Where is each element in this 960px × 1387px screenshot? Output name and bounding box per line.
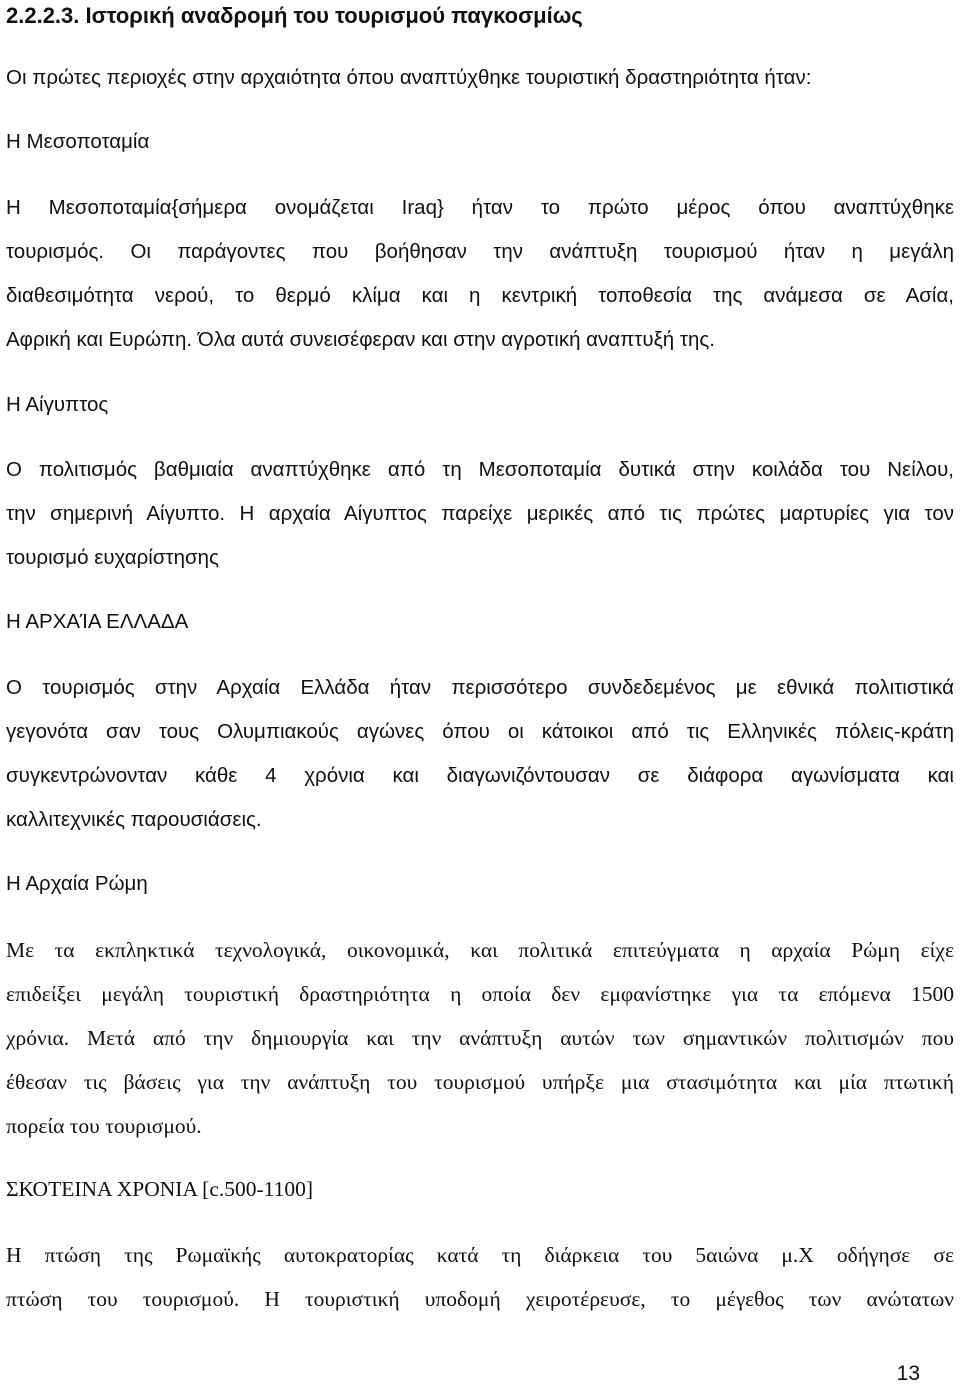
paragraph-line: Αφρική και Ευρώπη. Όλα αυτά συνεισέφεραν και στην αγροτική αναπτυξή της.	[6, 328, 715, 351]
paragraph-line: πορεία του τουρισμού.	[6, 1114, 202, 1138]
dark-ages-paragraph	[6, 1233, 954, 1321]
intro-paragraph: Οι πρώτες περιοχές στην αρχαιότητα όπου αναπτύχθηκε τουριστική δραστηριότητα ήταν:	[6, 66, 812, 89]
paragraph-line: καλλιτεχνικές παρουσιάσεις.	[6, 808, 262, 831]
rome-paragraph	[6, 928, 954, 1148]
paragraph-line: διαθεσιμότητα νερού, το θερμό κλίμα και η κεντρική τοποθεσία της ανάμεσα σε Ασία,	[6, 284, 954, 307]
paragraph-line: συγκεντρώνονταν κάθε 4 χρόνια και διαγωνιζόντουσαν σε διάφορα αγωνίσματα και	[6, 764, 954, 787]
mesopotamia-paragraph	[6, 186, 954, 362]
paragraph-line: γεγονότα σαν τους Ολυμπιακούς αγώνες όπου οι κάτοικοι από τις Ελληνικές πόλεις-κράτη	[6, 720, 954, 743]
mesopotamia-title: Η Μεσοποταμία	[6, 130, 150, 153]
paragraph-line: Ο πολιτισμός βαθμιαία αναπτύχθηκε από τη Μεσοποταμία δυτικά στην κοιλάδα του Νείλου,	[6, 458, 954, 481]
greece-paragraph	[6, 666, 954, 842]
paragraph-line: χρόνια. Μετά από την δημιουργία και την ανάπτυξη αυτών των σημαντικών πολιτισμών που	[6, 1026, 954, 1050]
rome-title: Η Αρχαία Ρώμη	[6, 872, 148, 895]
paragraph-line: έθεσαν τις βάσεις για την ανάπτυξη του τουρισμού υπήρξε μια στασιμότητα και μία πτωτική	[6, 1070, 954, 1094]
egypt-paragraph	[6, 448, 954, 580]
paragraph-line: Η Μεσοποταμία{σήμερα ονομάζεται Iraq} ήταν το πρώτο μέρος όπου αναπτύχθηκε	[6, 196, 954, 219]
paragraph-line: επιδείξει μεγάλη τουριστική δραστηριότητα η οποία δεν εμφανίστηκε για τα επόμενα 1500	[6, 982, 954, 1006]
paragraph-line: τουρισμό ευχαρίστησης	[6, 546, 219, 569]
paragraph-line: Με τα εκπληκτικά τεχνολογικά, οικονομικά, και πολιτικά επιτεύγματα η αρχαία Ρώμη είχε	[6, 938, 954, 962]
paragraph-line: Ο τουρισμός στην Αρχαία Ελλάδα ήταν περισσότερο συνδεδεμένος με εθνικά πολιτιστικά	[6, 676, 954, 699]
dark-ages-title: ΣΚΟΤΕΙΝΑ ΧΡΟΝΙΑ [c.500-1100]	[6, 1177, 314, 1201]
paragraph-line: πτώση του τουρισμού. Η τουριστική υποδομή χειροτέρευσε, το μέγεθος των ανώτατων	[6, 1287, 954, 1311]
section-heading: 2.2.2.3. Ιστορική αναδρομή του τουρισμού παγκοσμίως	[6, 3, 583, 28]
paragraph-line: τουρισμός. Οι παράγοντες που βοήθησαν την ανάπτυξη τουρισμού ήταν η μεγάλη	[6, 240, 954, 263]
page-number: 13	[896, 1362, 920, 1385]
greece-title: Η ΑΡΧΑΊΑ ΕΛΛΑΔΑ	[6, 610, 189, 633]
egypt-title: Η Αίγυπτος	[6, 393, 109, 416]
paragraph-line: την σημερινή Αίγυπτο. Η αρχαία Αίγυπτος παρείχε μερικές από τις πρώτες μαρτυρίες για τον	[6, 502, 954, 525]
paragraph-line: Η πτώση της Ρωμαϊκής αυτοκρατορίας κατά τη διάρκεια του 5αιώνα μ.Χ οδήγησε σε	[6, 1243, 954, 1267]
